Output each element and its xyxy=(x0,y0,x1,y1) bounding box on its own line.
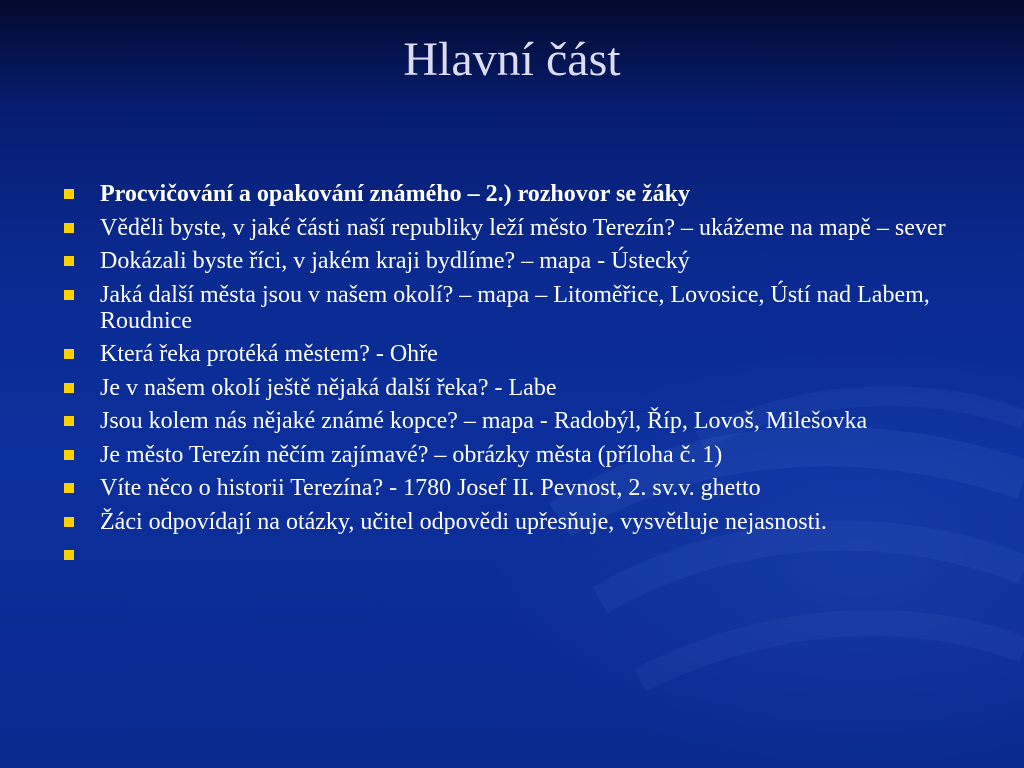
bullet-item xyxy=(60,442,960,468)
bullet-text: Je město Terezín něčím zajímavé? – obrázky města (příloha č. 1) xyxy=(100,441,723,468)
bullet-item xyxy=(60,215,960,241)
square-bullet-icon xyxy=(64,383,74,393)
square-bullet-icon xyxy=(64,483,74,493)
bullet-item xyxy=(60,181,960,207)
slide-title: Hlavní část xyxy=(403,33,621,86)
square-bullet-icon xyxy=(64,349,74,359)
bullet-item xyxy=(60,475,960,501)
bullet-text: Je v našem okolí ještě nějaká další řeka? - Labe xyxy=(100,374,557,401)
square-bullet-icon xyxy=(64,290,74,300)
bullet-text: Žáci odpovídají na otázky, učitel odpovědi upřesňuje, vysvětluje nejasnosti. xyxy=(100,508,827,535)
bullet-item xyxy=(60,282,960,334)
bullet-item xyxy=(60,248,960,274)
bullet-item xyxy=(60,375,960,401)
bullet-text: Víte něco o historii Terezína? - 1780 Josef II. Pevnost, 2. sv.v. ghetto xyxy=(100,475,761,501)
bullet-item xyxy=(60,341,960,367)
square-bullet-icon xyxy=(64,416,74,426)
bullet-text: Věděli byste, v jaké části naší republiky leží město Terezín? – ukážeme na mapě – sever xyxy=(100,214,946,241)
bullet-text: Jsou kolem nás nějaké známé kopce? – mapa - Radobýl, Říp, Lovoš, Milešovka xyxy=(100,408,868,434)
bullet-text: Která řeka protéká městem? - Ohře xyxy=(100,341,438,367)
bullet-text: Dokázali byste říci, v jakém kraji bydlíme? – mapa - Ústecký xyxy=(100,248,690,274)
square-bullet-icon xyxy=(64,550,74,560)
bullet-text: Jaká další města jsou v našem okolí? – mapa – Litoměřice, Lovosice, Ústí nad Labem, Roudnice xyxy=(100,281,930,334)
square-bullet-icon xyxy=(64,450,74,460)
bullet-text: Procvičování a opakování známého – 2.) rozhovor se žáky xyxy=(100,181,690,207)
bullet-item xyxy=(60,509,960,535)
square-bullet-icon xyxy=(64,517,74,527)
bullet-list xyxy=(60,181,960,542)
square-bullet-icon xyxy=(64,223,74,233)
square-bullet-icon xyxy=(64,256,74,266)
bullet-item xyxy=(60,408,960,434)
square-bullet-icon xyxy=(64,189,74,199)
